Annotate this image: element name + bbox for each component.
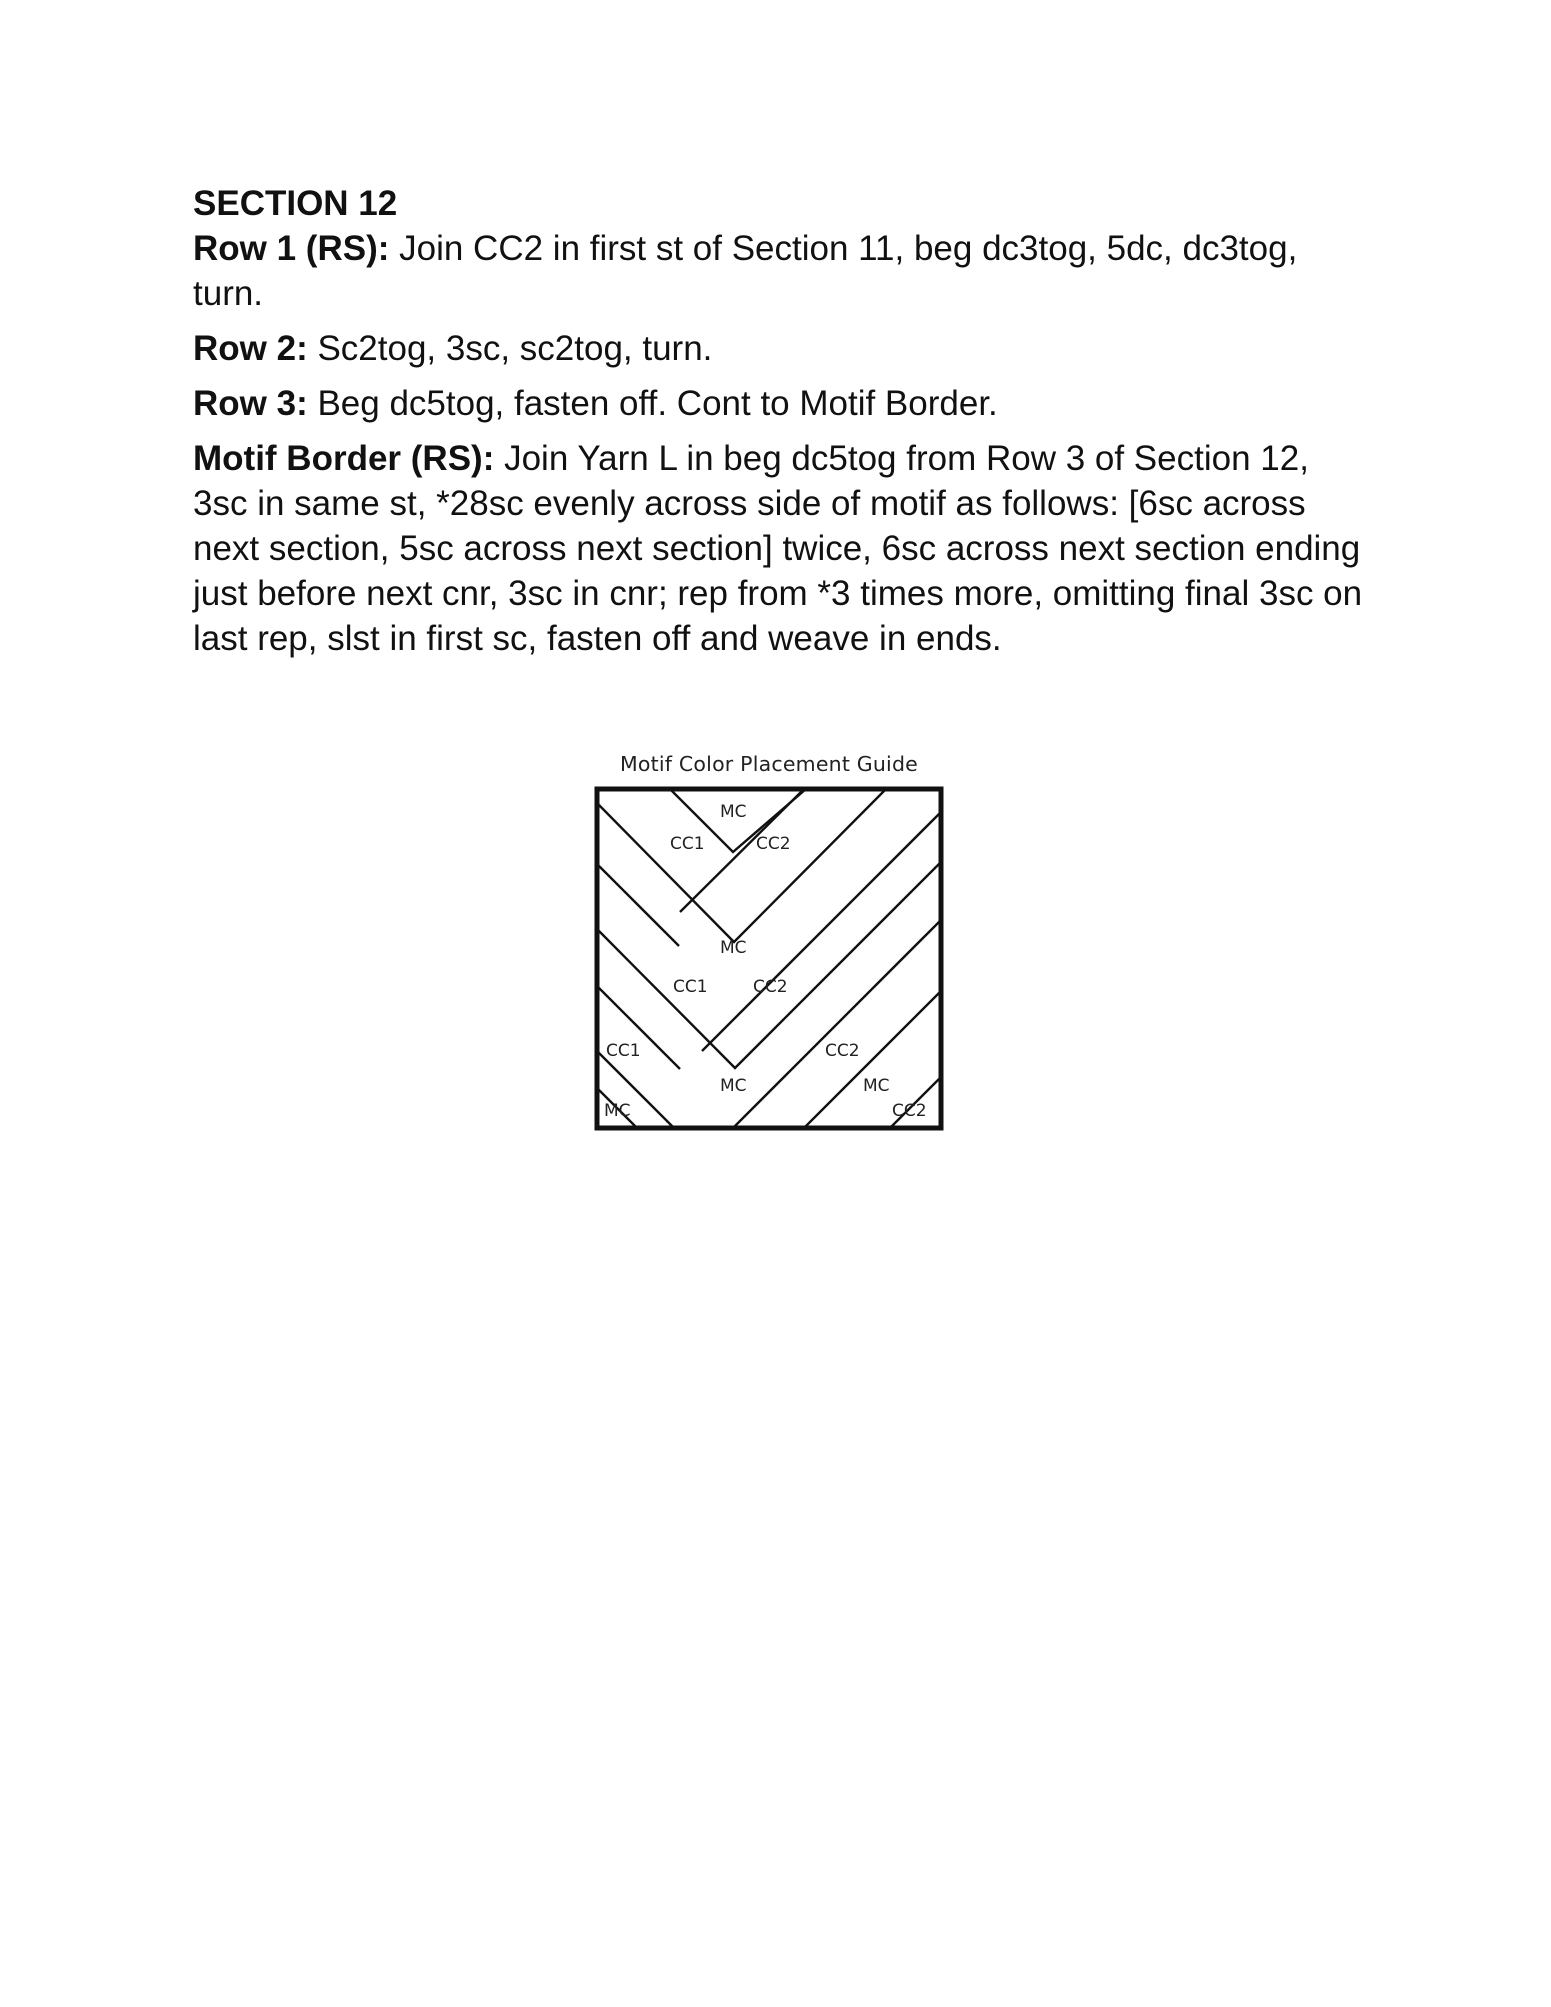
row-1-instruction <box>193 226 1373 316</box>
label-left-mc: MC <box>604 1101 631 1121</box>
row-1-label: Row 1 (RS): <box>193 229 390 268</box>
label-top-mc: MC <box>720 802 747 822</box>
label-top-cc1: CC1 <box>670 834 705 854</box>
figure-caption: Motif Color Placement Guide <box>620 752 918 776</box>
label-mid-cc1: CC1 <box>673 977 708 997</box>
section-title: SECTION 12 <box>193 184 398 223</box>
motif-diagram <box>594 786 944 1131</box>
row-3-label: Row 3: <box>193 384 308 423</box>
label-bottom-mc: MC <box>720 1076 747 1096</box>
label-top-cc2: CC2 <box>756 834 791 854</box>
chevron-line <box>597 864 679 946</box>
row-1-text: Join CC2 in first st of Section 11, beg dc3tog, 5dc, dc3tog, turn. <box>193 229 1298 313</box>
pattern-text <box>193 182 1373 671</box>
row-2-instruction <box>193 326 1373 371</box>
motif-border-instruction <box>193 436 1373 661</box>
row-2-label: Row 2: <box>193 329 308 368</box>
motif-border-label: Motif Border (RS): <box>193 439 495 478</box>
label-right-cc2: CC2 <box>825 1041 860 1061</box>
chevron-line <box>733 920 941 1128</box>
row-3-instruction <box>193 381 1373 426</box>
label-right-mc: MC <box>863 1076 890 1096</box>
label-mid-mc: MC <box>720 938 747 958</box>
label-corner-cc2: CC2 <box>892 1101 927 1121</box>
label-left-cc1: CC1 <box>606 1041 641 1061</box>
label-mid-cc2: CC2 <box>753 977 788 997</box>
motif-border-text: Join Yarn L in beg dc5tog from Row 3 of Section 12, 3sc in same st, *28sc evenly across side of motif as follows: [6sc across next section, 5sc across next section] twice, 6sc across next section ending just before next cnr, 3sc in cnr; rep from *3 times more, omitting final 3sc on last rep, slst in first sc, fasten off and weave in ends. <box>193 439 1363 658</box>
row-2-text: Sc2tog, 3sc, sc2tog, turn. <box>307 329 713 368</box>
motif-color-placement-guide <box>594 752 944 1136</box>
row-3-text: Beg dc5tog, fasten off. Cont to Motif Border. <box>307 384 998 423</box>
